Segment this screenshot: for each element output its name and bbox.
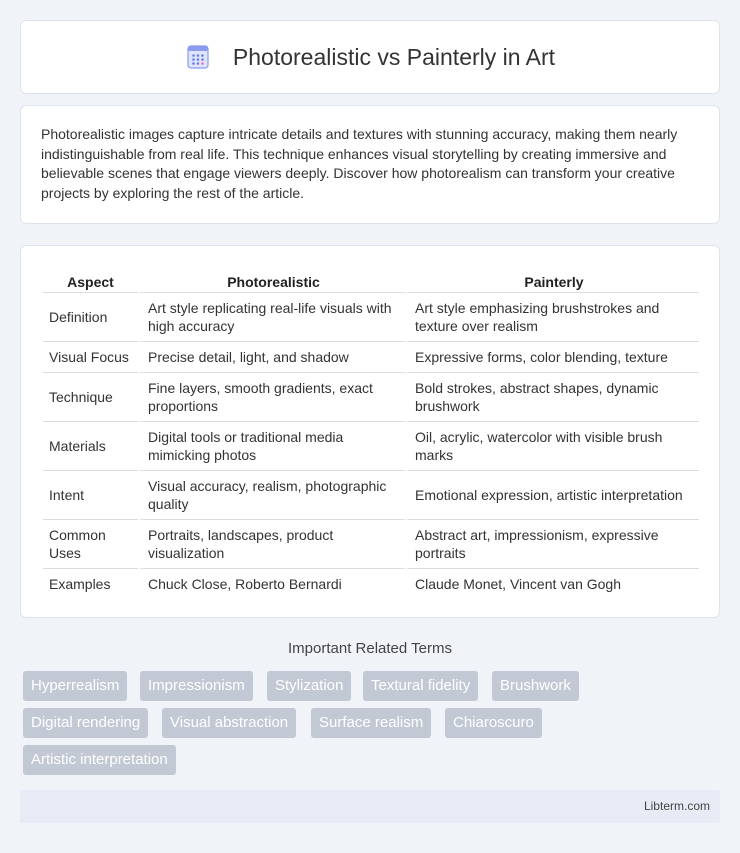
cell-painterly: Abstract art, impressionism, expressive portraits [405,519,699,568]
table-row [43,519,699,568]
cell-photorealistic: Precise detail, light, and shadow [138,341,405,372]
header-painterly: Painterly [405,266,699,292]
comparison-table [43,266,699,599]
cell-aspect: Examples [43,568,138,599]
tag-visual-abstraction[interactable]: Visual abstraction [162,708,296,738]
table-row [43,568,699,599]
tag-impressionism[interactable]: Impressionism [140,671,253,701]
cell-photorealistic: Fine layers, smooth gradients, exact proportions [138,372,405,421]
header-aspect: Aspect [67,274,114,290]
header-card [20,20,720,94]
cell-aspect: Common Uses [43,519,138,568]
table-row [43,372,699,421]
tag-surface-realism[interactable]: Surface realism [311,708,431,738]
cell-photorealistic: Digital tools or traditional media mimicking photos [138,421,405,470]
footer [20,790,720,823]
tag-artistic-interpretation[interactable]: Artistic interpretation [23,745,176,775]
cell-painterly: Oil, acrylic, watercolor with visible brush marks [405,421,699,470]
cell-photorealistic: Visual accuracy, realism, photographic quality [138,470,405,519]
comparison-table-card [20,245,720,618]
tag-stylization[interactable]: Stylization [267,671,351,701]
intro-text: Photorealistic images capture intricate details and textures with stunning accuracy, making them nearly indistinguishable from real life. This technique enhances visual storytelling by creating immersive and believable scenes that engage viewers deeply. Discover how photorealism can transform your creative projects by exploring the rest of the article. [41,126,678,201]
cell-painterly: Art style emphasizing brushstrokes and texture over realism [405,292,699,341]
cell-painterly: Bold strokes, abstract shapes, dynamic brushwork [405,372,699,421]
cell-aspect: Intent [43,470,138,519]
footer-site-link[interactable]: Libterm.com [643,799,710,813]
cell-aspect: Visual Focus [43,341,138,372]
cell-painterly: Expressive forms, color blending, texture [405,341,699,372]
table-row [43,421,699,470]
tag-brushwork[interactable]: Brushwork [492,671,579,701]
table-row [43,292,699,341]
tag-textural-fidelity[interactable]: Textural fidelity [363,671,478,701]
cell-painterly: Claude Monet, Vincent van Gogh [405,568,699,599]
page-title: Photorealistic vs Painterly in Art [232,43,556,70]
tag-hyperrealism[interactable]: Hyperrealism [23,671,127,701]
document-grid-icon [185,44,211,70]
cell-aspect: Definition [43,292,138,341]
header-photorealistic: Photorealistic [138,266,405,292]
cell-photorealistic: Portraits, landscapes, product visualization [138,519,405,568]
table-row [43,470,699,519]
table-row [43,341,699,372]
cell-photorealistic: Art style replicating real-life visuals with high accuracy [138,292,405,341]
cell-aspect: Materials [43,421,138,470]
cell-painterly: Emotional expression, artistic interpretation [405,470,699,519]
cell-aspect: Technique [43,372,138,421]
intro-card [20,105,720,224]
table-header-row [43,266,699,292]
tag-chiaroscuro[interactable]: Chiaroscuro [445,708,542,738]
tag-digital-rendering[interactable]: Digital rendering [23,708,148,738]
cell-photorealistic: Chuck Close, Roberto Bernardi [138,568,405,599]
related-terms-title: Important Related Terms [288,640,452,657]
